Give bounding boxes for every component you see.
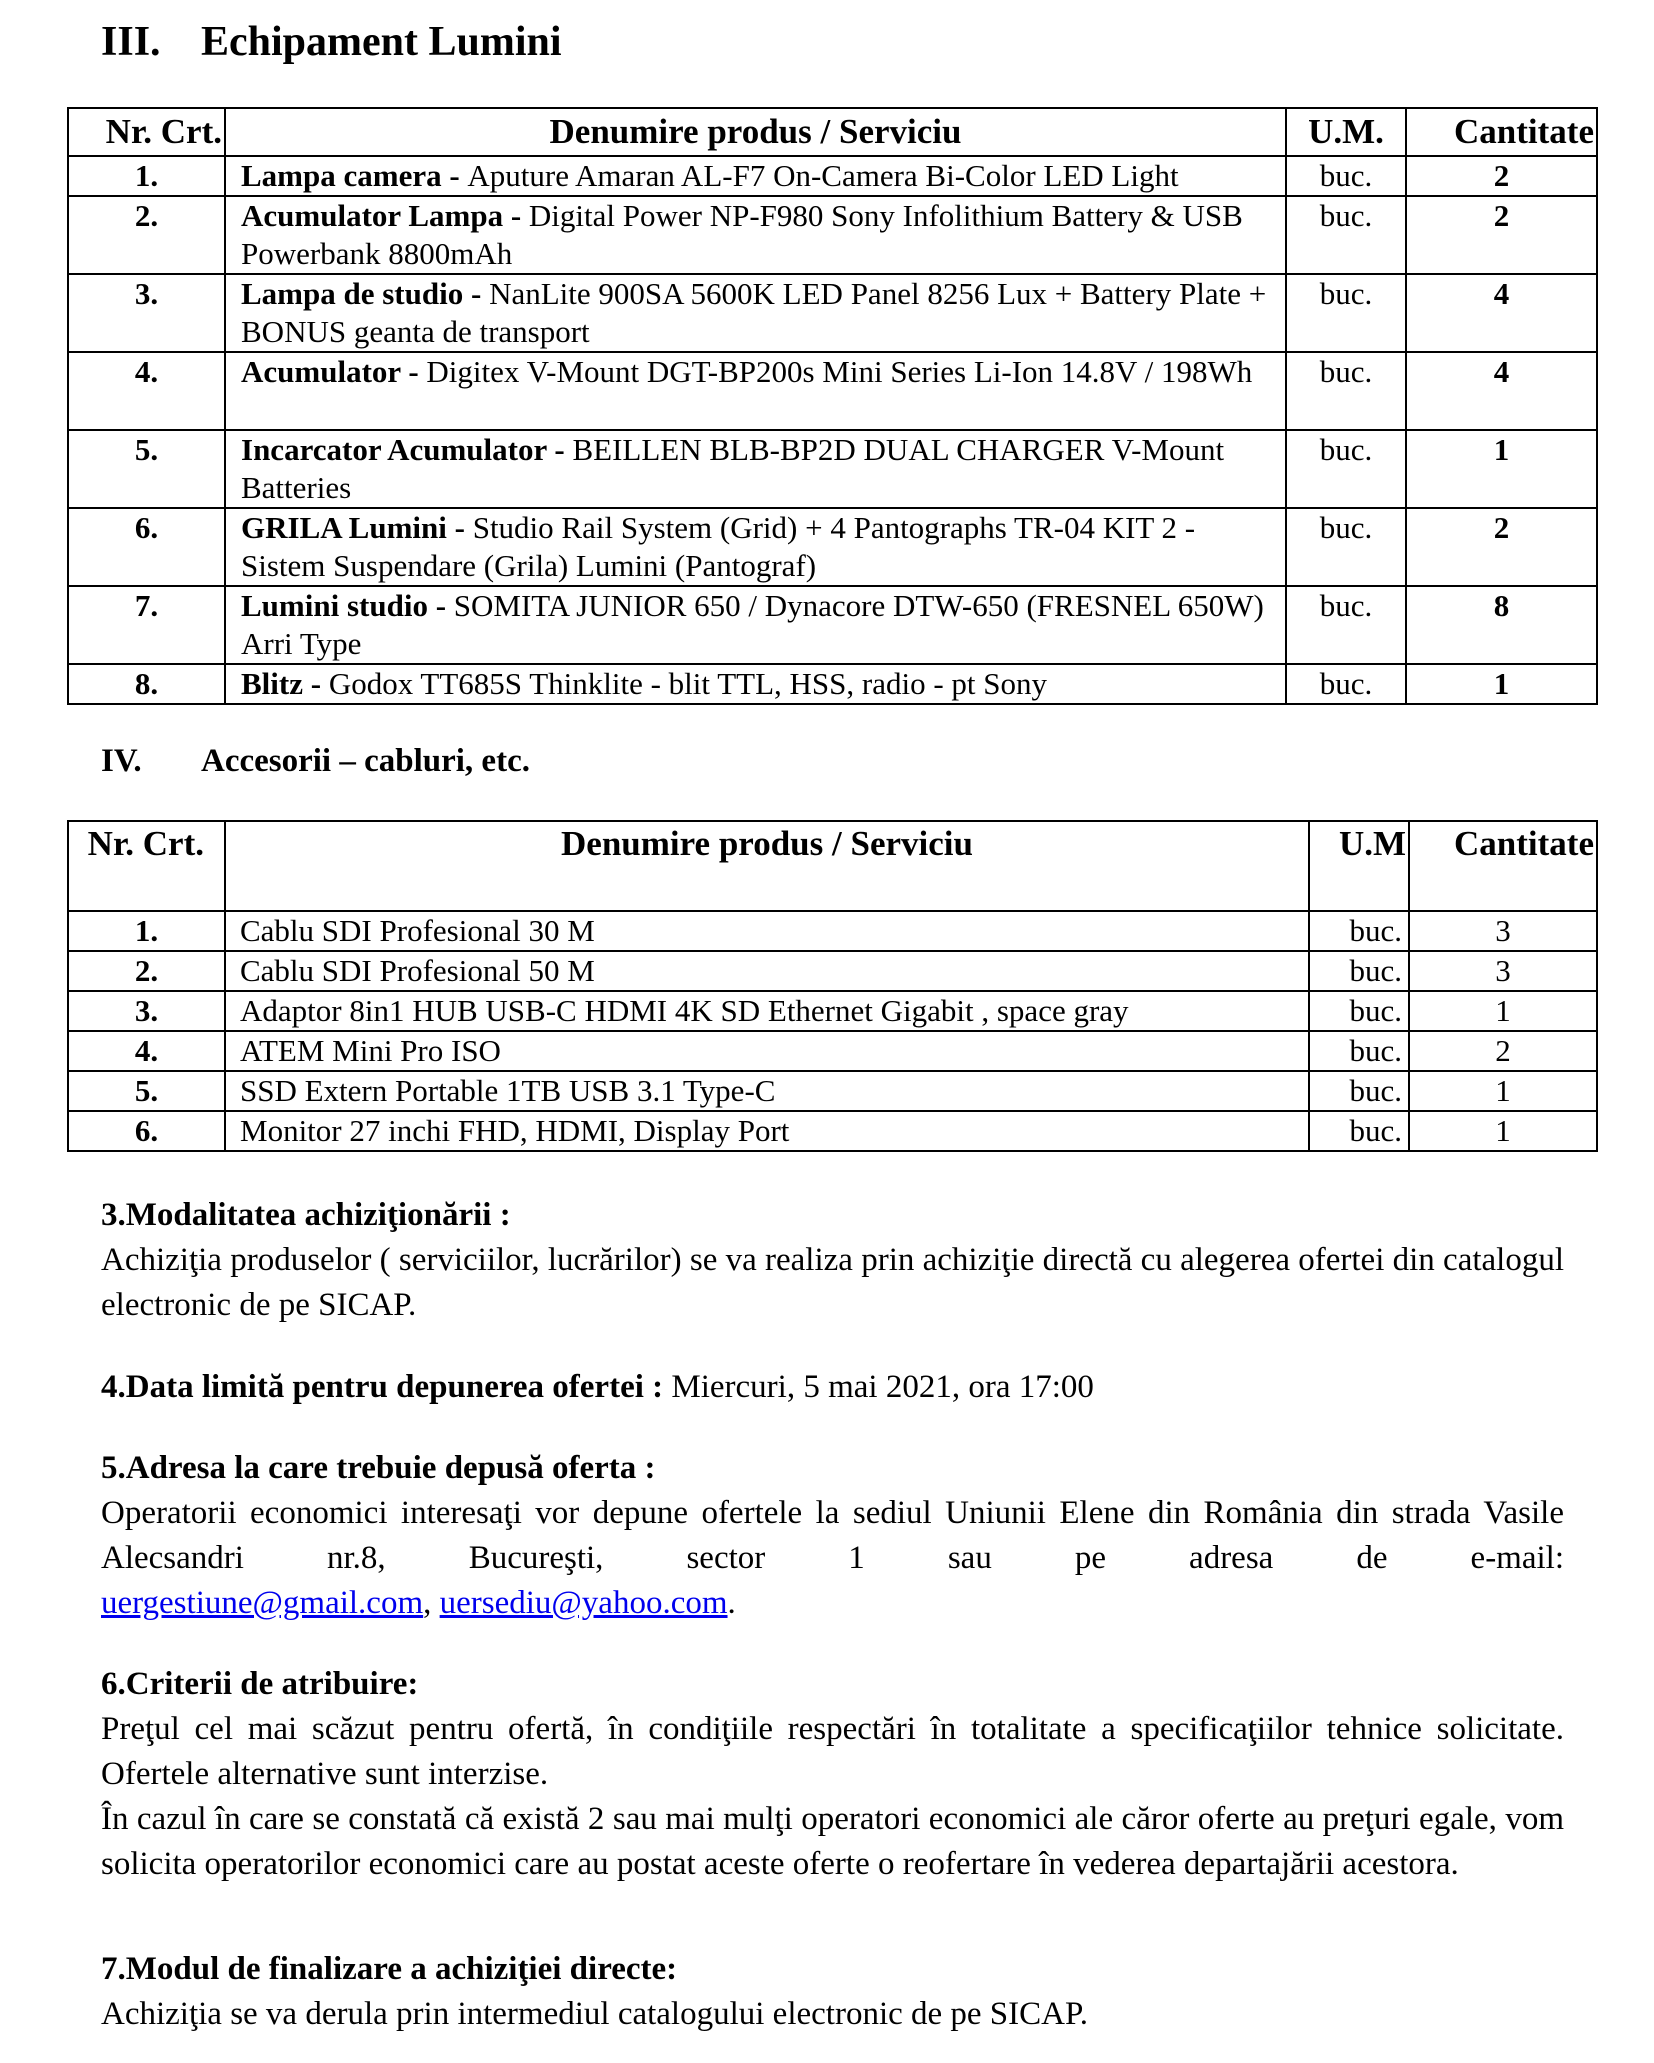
product-detail: Studio Rail System (Grid) + 4 Pantographs TR-04 KIT 2 - Sistem Suspendare (Grila) Lumini (Pantograf) — [241, 510, 1196, 583]
header-nr-crt: Nr. Crt. — [68, 821, 225, 911]
paragraph-heading: 3.Modalitatea achiziţionării : — [101, 1197, 511, 1233]
row-um: buc. — [1286, 352, 1406, 430]
paragraph-criterii-atribuire — [101, 1662, 1564, 1887]
row-description: SSD Extern Portable 1TB USB 3.1 Type-C — [225, 1071, 1309, 1111]
row-description: ATEM Mini Pro ISO — [225, 1031, 1309, 1071]
row-qty: 1 — [1406, 430, 1597, 508]
row-um: buc. — [1286, 508, 1406, 586]
row-qty: 1 — [1409, 1071, 1597, 1111]
row-nr: 5. — [68, 430, 225, 508]
paragraph-text: În cazul în care se constată că există 2 sau mai mulţi operatori economici ale căror oferte au preţuri egale, vom solicita operatorilor economici care au postat aceste oferte o reofertare în vederea departajării acestora. — [101, 1801, 1564, 1882]
email-link-uergestiune[interactable]: uergestiune@gmail.com — [101, 1585, 424, 1621]
table-echipament-lumini — [67, 107, 1598, 705]
row-description: Cablu SDI Profesional 50 M — [225, 951, 1309, 991]
row-nr: 4. — [68, 352, 225, 430]
header-um: U.M — [1309, 821, 1409, 911]
table-row — [68, 1071, 1597, 1111]
separator: - — [427, 588, 454, 623]
row-nr: 5. — [68, 1071, 225, 1111]
header-cantitate: Cantitate — [1406, 108, 1597, 156]
row-description — [225, 430, 1286, 508]
row-qty: 3 — [1409, 911, 1597, 951]
row-nr: 1. — [68, 156, 225, 196]
row-um: buc. — [1309, 951, 1409, 991]
separator: - — [503, 198, 529, 233]
row-description: Cablu SDI Profesional 30 M — [225, 911, 1309, 951]
table-header-row — [68, 821, 1597, 911]
paragraph-adresa-oferta — [101, 1446, 1564, 1626]
separator: - — [546, 432, 573, 467]
row-nr: 3. — [68, 991, 225, 1031]
table-row — [68, 586, 1597, 664]
paragraph-text: Operatorii economici interesaţi vor depune ofertele la sediul Uniunii Elene din România din strada Vasile Alecsandri nr.8, Bucureşti, sector 1 sau pe adresa de e-mail: — [101, 1495, 1564, 1576]
section-heading-accesorii — [101, 743, 530, 780]
product-name: Lampa camera — [241, 158, 442, 193]
email-separator: , — [423, 1585, 440, 1621]
product-name: Blitz — [241, 666, 303, 701]
table-row — [68, 991, 1597, 1031]
row-nr: 6. — [68, 508, 225, 586]
row-description: Adaptor 8in1 HUB USB-C HDMI 4K SD Ethernet Gigabit , space gray — [225, 991, 1309, 1031]
row-description — [225, 274, 1286, 352]
table-row — [68, 196, 1597, 274]
deadline-text: Miercuri, 5 mai 2021, ora 17:00 — [663, 1369, 1094, 1405]
row-qty: 1 — [1409, 991, 1597, 1031]
product-detail: SOMITA JUNIOR 650 / Dynacore DTW-650 (FRESNEL 650W) Arri Type — [241, 588, 1264, 661]
row-um: buc. — [1286, 274, 1406, 352]
section-title: Accesorii – cabluri, etc. — [201, 743, 530, 779]
product-detail: Digitex V-Mount DGT-BP200s Mini Series Li-Ion 14.8V / 198Wh — [426, 354, 1253, 389]
product-detail: Godox TT685S Thinklite - blit TTL, HSS, radio - pt Sony — [328, 666, 1048, 701]
header-denumire: Denumire produs / Serviciu — [225, 108, 1286, 156]
row-um: buc. — [1309, 991, 1409, 1031]
section-title: Echipament Lumini — [201, 19, 562, 65]
product-name: GRILA Lumini — [241, 510, 447, 545]
row-nr: 2. — [68, 951, 225, 991]
table-row — [68, 911, 1597, 951]
row-um: buc. — [1309, 911, 1409, 951]
row-um: buc. — [1286, 156, 1406, 196]
table-row — [68, 274, 1597, 352]
row-nr: 6. — [68, 1111, 225, 1151]
row-um: buc. — [1286, 196, 1406, 274]
product-detail: Aputure Amaran AL-F7 On-Camera Bi-Color LED Light — [467, 158, 1179, 193]
paragraph-modalitatea-achizitionarii — [101, 1193, 1564, 1328]
email-line — [101, 1581, 1564, 1626]
row-description — [225, 508, 1286, 586]
row-description — [225, 664, 1286, 704]
row-qty: 4 — [1406, 352, 1597, 430]
separator: - — [400, 354, 427, 389]
row-nr: 1. — [68, 911, 225, 951]
paragraph-text: Achiziţia se va derula prin intermediul catalogului electronic de pe SICAP. — [101, 1996, 1088, 2032]
section-heading-echipament-lumini — [101, 18, 562, 66]
row-qty: 1 — [1409, 1111, 1597, 1151]
header-cantitate: Cantitate — [1409, 821, 1597, 911]
row-description: Monitor 27 inchi FHD, HDMI, Display Port — [225, 1111, 1309, 1151]
email-end: . — [727, 1585, 736, 1621]
table-row — [68, 951, 1597, 991]
row-nr: 2. — [68, 196, 225, 274]
row-qty: 8 — [1406, 586, 1597, 664]
row-um: buc. — [1286, 664, 1406, 704]
row-qty: 2 — [1406, 156, 1597, 196]
paragraph-modul-finalizare — [101, 1947, 1564, 2037]
row-um: buc. — [1309, 1071, 1409, 1111]
header-um: U.M. — [1286, 108, 1406, 156]
paragraph-heading: 4.Data limită pentru depunerea ofertei : — [101, 1369, 664, 1405]
section-number: IV. — [101, 743, 142, 779]
row-qty: 2 — [1406, 508, 1597, 586]
header-nr-crt: Nr. Crt. — [68, 108, 225, 156]
row-qty: 2 — [1409, 1031, 1597, 1071]
paragraph-text: Achiziţia produselor ( serviciilor, lucrărilor) se va realiza prin achiziţie directă cu alegerea ofertei din catalogul electronic de pe SICAP. — [101, 1242, 1564, 1323]
header-denumire: Denumire produs / Serviciu — [225, 821, 1309, 911]
table-row — [68, 430, 1597, 508]
row-qty: 4 — [1406, 274, 1597, 352]
section-number: III. — [101, 19, 161, 65]
row-qty: 1 — [1406, 664, 1597, 704]
product-name: Incarcator Acumulator — [241, 432, 547, 467]
row-um: buc. — [1309, 1111, 1409, 1151]
row-description — [225, 196, 1286, 274]
row-nr: 7. — [68, 586, 225, 664]
separator: - — [446, 510, 473, 545]
paragraph-data-limita — [101, 1365, 1564, 1410]
product-name: Acumulator — [241, 354, 401, 389]
row-description — [225, 352, 1286, 430]
table-header-row — [68, 108, 1597, 156]
table-row — [68, 352, 1597, 430]
row-nr: 4. — [68, 1031, 225, 1071]
product-name: Lampa de studio — [241, 276, 464, 311]
product-name: Acumulator Lampa — [241, 198, 504, 233]
table-row — [68, 1111, 1597, 1151]
paragraph-heading: 7.Modul de finalizare a achiziţiei directe: — [101, 1951, 678, 1987]
table-row — [68, 156, 1597, 196]
email-link-uersediu[interactable]: uersediu@yahoo.com — [439, 1585, 728, 1621]
paragraph-heading: 6.Criterii de atribuire: — [101, 1666, 419, 1702]
paragraph-text: Preţul cel mai scăzut pentru ofertă, în condiţiile respectări în totalitate a specificaţiilor tehnice solicitate. Ofertele alternative sunt interzise. — [101, 1711, 1564, 1792]
separator: - — [463, 276, 490, 311]
product-detail: Digital Power NP-F980 Sony Infolithium Battery & USB Powerbank 8800mAh — [241, 198, 1243, 271]
product-detail: BEILLEN BLB-BP2D DUAL CHARGER V-Mount Batteries — [241, 432, 1225, 505]
separator: - — [303, 666, 329, 701]
row-um: buc. — [1286, 586, 1406, 664]
table-row — [68, 664, 1597, 704]
row-nr: 3. — [68, 274, 225, 352]
row-nr: 8. — [68, 664, 225, 704]
row-um: buc. — [1309, 1031, 1409, 1071]
table-row — [68, 508, 1597, 586]
row-qty: 2 — [1406, 196, 1597, 274]
row-description — [225, 586, 1286, 664]
paragraph-heading: 5.Adresa la care trebuie depusă oferta : — [101, 1450, 656, 1486]
row-um: buc. — [1286, 430, 1406, 508]
product-name: Lumini studio — [241, 588, 428, 623]
row-qty: 3 — [1409, 951, 1597, 991]
row-description — [225, 156, 1286, 196]
table-row — [68, 1031, 1597, 1071]
separator: - — [441, 158, 468, 193]
product-detail: NanLite 900SA 5600K LED Panel 8256 Lux + Battery Plate + BONUS geanta de transport — [241, 276, 1267, 349]
table-accesorii — [67, 820, 1598, 1152]
